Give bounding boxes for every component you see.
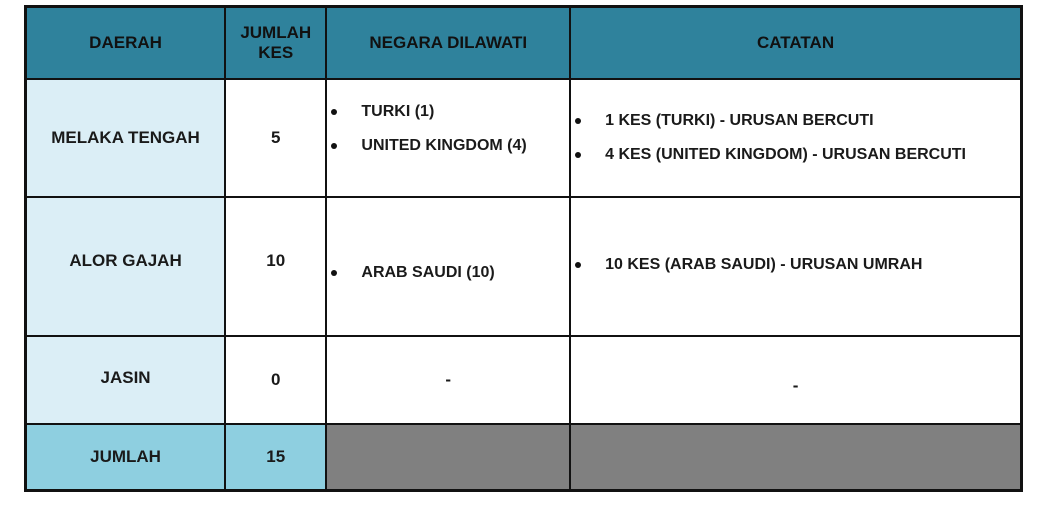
countries-cell bbox=[326, 197, 570, 336]
table-container bbox=[24, 5, 1023, 492]
total-empty-catatan bbox=[570, 424, 1021, 491]
countries-list bbox=[327, 256, 569, 290]
bullet-icon bbox=[575, 118, 581, 124]
header-negara: NEGARA DILAWATI bbox=[326, 7, 570, 80]
country-label: UNITED KINGDOM (4) bbox=[361, 137, 527, 154]
table-row bbox=[26, 79, 1022, 197]
list-item bbox=[571, 248, 1020, 282]
total-label: JUMLAH bbox=[26, 424, 226, 491]
total-empty-negara bbox=[326, 424, 570, 491]
note-label: 10 KES (ARAB SAUDI) - URUSAN UMRAH bbox=[605, 255, 923, 273]
country-label: ARAB SAUDI (10) bbox=[361, 263, 495, 281]
list-item bbox=[327, 95, 569, 129]
cases-table bbox=[24, 5, 1023, 492]
bullet-icon bbox=[575, 262, 581, 268]
list-item bbox=[571, 138, 1020, 172]
case-count: 5 bbox=[225, 79, 326, 197]
header-jumlah-kes-line2: KES bbox=[258, 43, 294, 62]
notes-list bbox=[571, 104, 1020, 172]
bullet-icon bbox=[575, 152, 581, 158]
case-count-value: 10 bbox=[266, 250, 286, 270]
region-label: ALOR GAJAH bbox=[69, 250, 182, 270]
notes-cell bbox=[570, 197, 1021, 336]
note-label: 4 KES (UNITED KINGDOM) - URUSAN BERCUTI bbox=[605, 146, 966, 163]
region-name bbox=[26, 336, 226, 424]
region-label: JASIN bbox=[100, 368, 151, 387]
case-count bbox=[225, 197, 326, 336]
countries-cell bbox=[326, 79, 570, 197]
region-name bbox=[26, 197, 226, 336]
header-jumlah-kes-line1: JUMLAH bbox=[240, 23, 312, 42]
notes-empty bbox=[570, 336, 1021, 424]
countries-list bbox=[327, 95, 569, 163]
header-catatan: CATATAN bbox=[570, 7, 1021, 80]
list-item bbox=[327, 256, 569, 290]
table-row bbox=[26, 197, 1022, 336]
bullet-icon bbox=[331, 270, 337, 276]
bullet-icon bbox=[331, 109, 337, 115]
bullet-icon bbox=[331, 143, 337, 149]
total-row bbox=[26, 424, 1022, 491]
notes-list bbox=[571, 248, 1020, 282]
header-daerah: DAERAH bbox=[26, 7, 226, 80]
list-item bbox=[327, 129, 569, 163]
table-row bbox=[26, 336, 1022, 424]
country-label: TURKI (1) bbox=[361, 103, 435, 120]
notes-cell bbox=[570, 79, 1021, 197]
notes-empty-dash: - bbox=[792, 376, 799, 395]
countries-empty: - bbox=[326, 336, 570, 424]
note-label: 1 KES (TURKI) - URUSAN BERCUTI bbox=[605, 112, 874, 129]
list-item bbox=[571, 104, 1020, 138]
total-count: 15 bbox=[225, 424, 326, 491]
case-count: 0 bbox=[225, 336, 326, 424]
table-header-row bbox=[26, 7, 1022, 80]
region-name: MELAKA TENGAH bbox=[26, 79, 226, 197]
header-jumlah-kes bbox=[225, 7, 326, 80]
